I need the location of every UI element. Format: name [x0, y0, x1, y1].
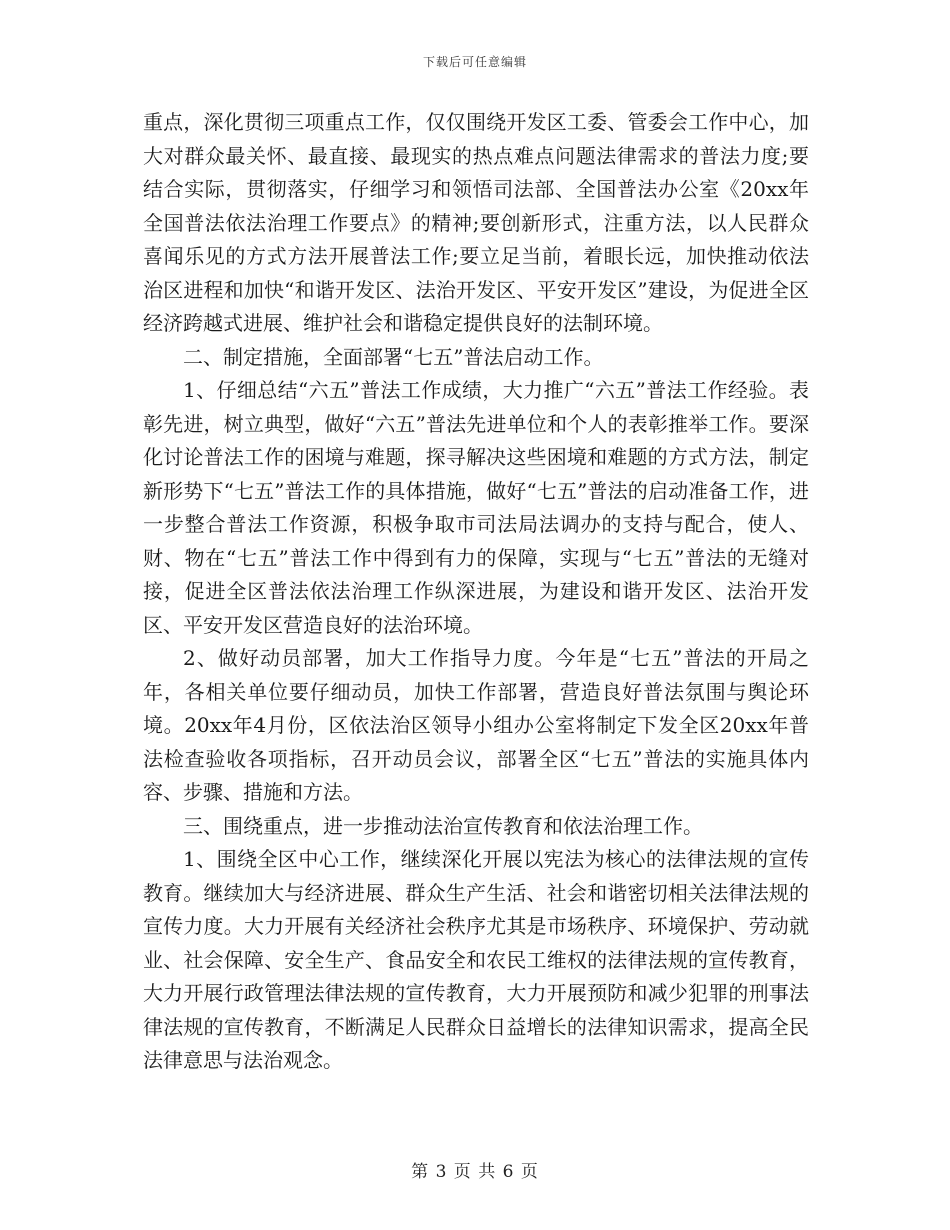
paragraph-item-3-1: 1、围绕全区中心工作，继续深化开展以宪法为核心的法律法规的宣传教育。继续加大与经济进展、群众生产生活、社会和谐密切相关法律法规的宣传力度。大力开展有关经济社会秩序尤其是市场秩序、环境保护、劳动就业、社会保障、安全生产、食品安全和农民工维权的法律法规的宣传教育，大力开展行政管理法律法规的宣传教育，大力开展预防和减少犯罪的刑事法律法规的宣传教育，不断满足人民群众日益增长的法律知识需求，提高全民法律意思与法治观念。	[143, 847, 809, 1072]
paragraph-continuation: 重点，深化贯彻三项重点工作，仅仅围绕开发区工委、管委会工作中心，加大对群众最关怀、最直接、最现实的热点难点问题法律需求的普法力度;要结合实际，贯彻落实，仔细学习和领悟司法部、全国普法办公室《20xx年全国普法依法治理工作要点》的精神;要创新形式，注重方法，以人民群众喜闻乐见的方式方法开展普法工作;要立足当前，着眼长远，加快推动依法治区进程和加快“和谐开发区、法治开发区、平安开发区”建设，为促进全区经济跨越式进展、维护社会和谐稳定提供良好的法制环境。	[143, 110, 809, 335]
page-header-note: 下载后可任意编辑	[422, 55, 527, 69]
paragraph-item-1: 1、仔细总结“六五”普法工作成绩，大力推广“六五”普法工作经验。表彰先进，树立典型，做好“六五”普法先进单位和个人的表彰推举工作。要深化讨论普法工作的困境与难题，探寻解决这些困境和难题的方式方法，制定新形势下“七五”普法工作的具体措施，做好“七五”普法的启动准备工作，进一步整合普法工作资源，积极争取市司法局法调办的支持与配合，使人、财、物在“七五”普法工作中得到有力的保障，实现与“七五”普法的无缝对接，促进全区普法依法治理工作纵深进展，为建设和谐开发区、法治开发区、平安开发区营造良好的法治环境。	[143, 378, 809, 637]
document-body	[143, 106, 809, 1078]
paragraph-item-2: 2、做好动员部署，加大工作指导力度。今年是“七五”普法的开局之年，各相关单位要仔细动员，加快工作部署，营造良好普法氛围与舆论环境。20xx年4月份，区依法治区领导小组办公室将制定下发全区20xx年普法检查验收各项指标，召开动员会议，部署全区“七五”普法的实施具体内容、步骤、措施和方法。	[143, 646, 809, 804]
section-heading-three: 三、围绕重点，进一步推动法治宣传教育和依法治理工作。	[183, 813, 703, 838]
section-heading-two: 二、制定措施，全面部署“七五”普法启动工作。	[183, 344, 604, 369]
page-number: 第 3 页 共 6 页	[411, 1162, 539, 1182]
